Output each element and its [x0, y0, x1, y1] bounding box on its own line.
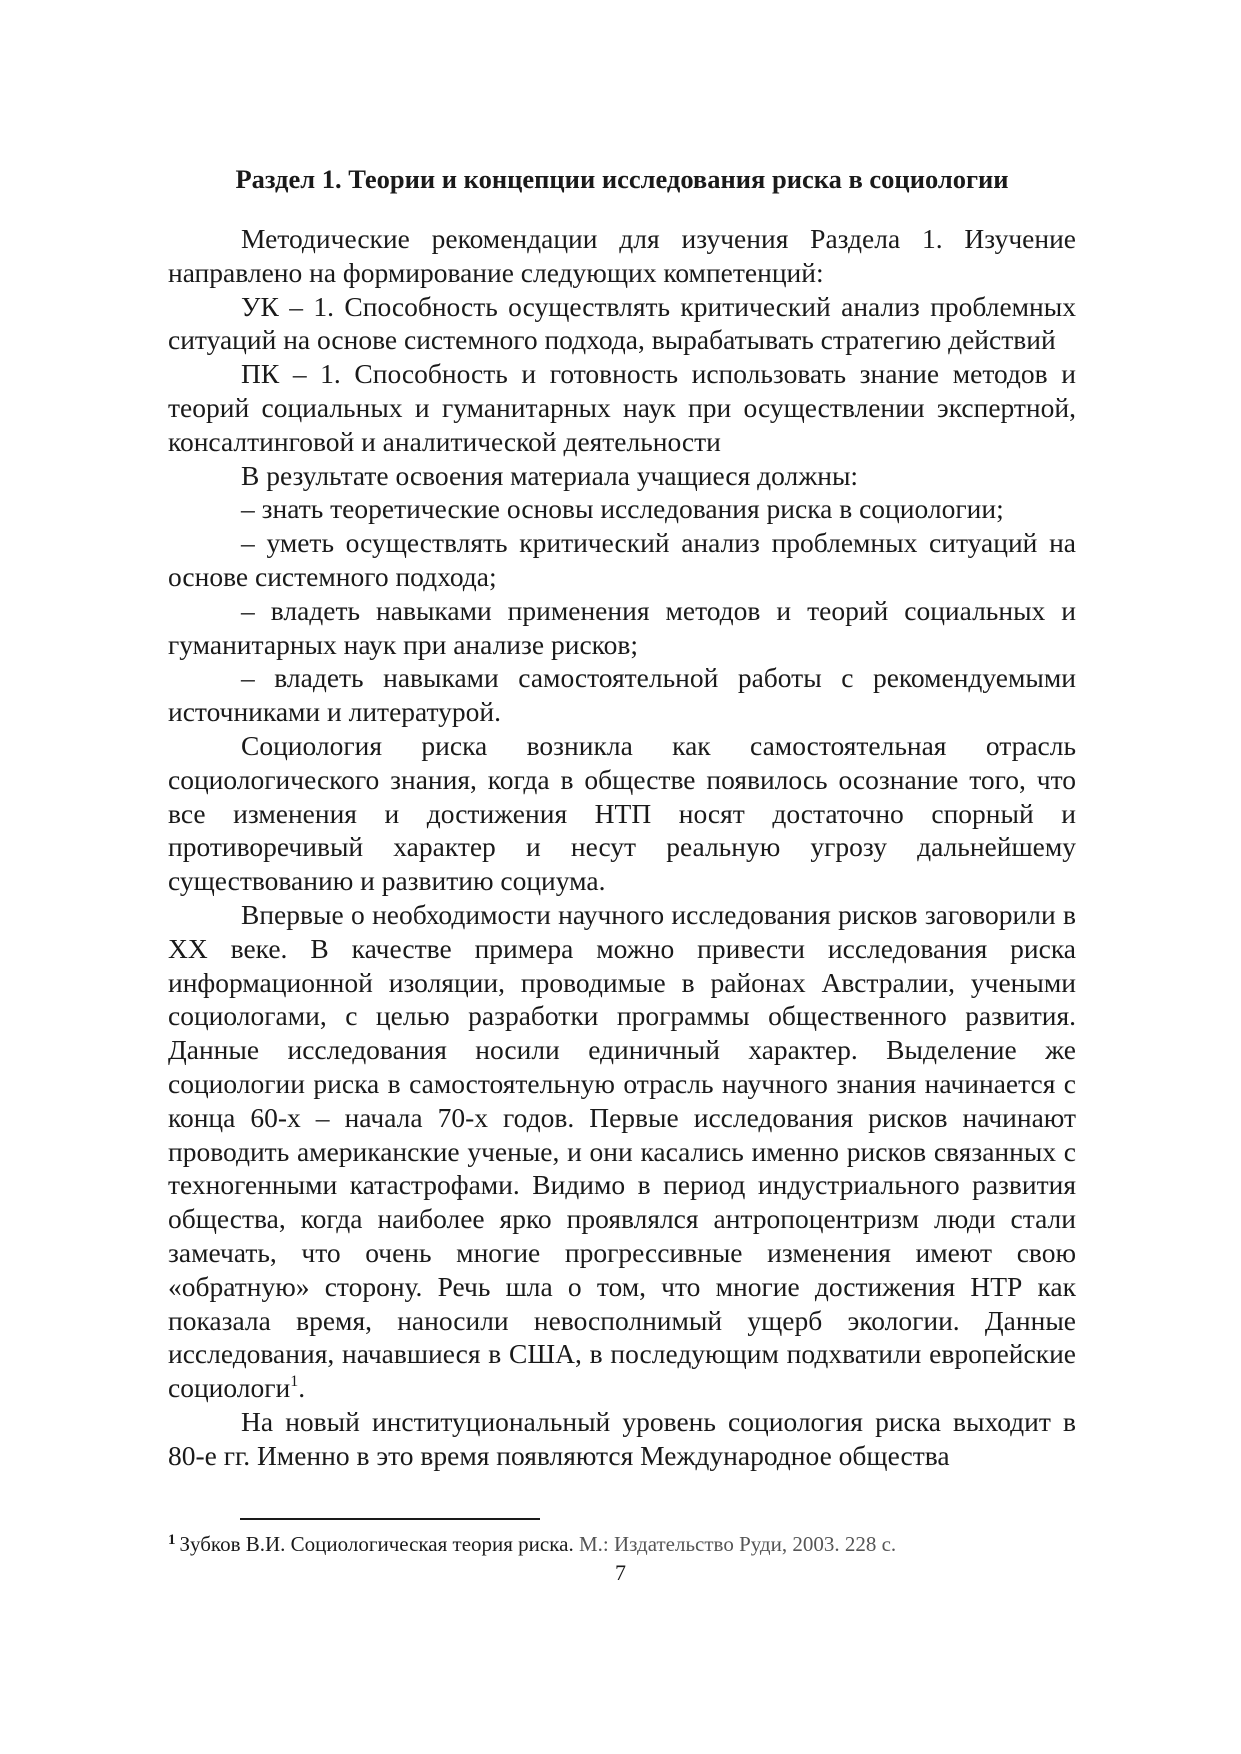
footnote-text: Зубков В.И. Социологическая теория риска. [179, 1532, 574, 1556]
first-research-text: Впервые о необходимости научного исследования рисков заговорили в XX веке. В качестве примера можно привести исследования риска информационной изоляции, проводимые в районах Австралии, учеными социологами, с целью разработки программы общественного развития. Данные исследования носили единичный характер. Выделение же социологии риска в самостоятельную отрасль научного знания начинается с конца 60-х – начала 70-х годов. Первые исследования рисков начинают проводить американские ученые, и они касались именно рисков связанных с техногенными катастрофами. Видимо в период индустриального развития общества, когда наиболее ярко проявлялся антропоцентризм люди стали замечать, что очень многие прогрессивные изменения имеют свою «обратную» сторону. Речь шла о том, что многие достижения НТР как показала время, наносили невосполнимый ущерб экологии. Данные исследования, начавшиеся в США, в последующим подхватили европейские социологи [168, 898, 1076, 1404]
footnote [168, 1530, 1076, 1558]
paragraph-method-recommendations: Методические рекомендации для изучения Раздела 1. Изучение направлено на формирование следующих компетенций: [168, 223, 1076, 288]
footnote-separator [240, 1518, 540, 1520]
paragraph-learning-outcomes: В результате освоения материала учащиеся должны: [241, 459, 859, 491]
paragraph-risk-sociology-origin: Социология риска возникла как самостоятельная отрасль социологического знания, когда в обществе появилось осознание того, что все изменения и достижения НТП носят достаточно спорный и противоречивый характер и несут реальную угрозу дальнейшему существованию и развитию социума. [168, 729, 1076, 897]
first-research-tail: . [298, 1372, 306, 1404]
paragraph-institutional-level: На новый институциональный уровень социология риска выходит в 80-е гг. Именно в это время появляются Международное общества [168, 1405, 1076, 1471]
paragraph-uk-1: УК – 1. Способность осуществлять критический анализ проблемных ситуаций на основе системного подхода, вырабатывать стратегию действий [168, 290, 1076, 356]
list-item-know: – знать теоретические основы исследования риска в социологии; [241, 493, 1004, 525]
list-item-be-able: – уметь осуществлять критический анализ проблемных ситуаций на основе системного подхода; [168, 527, 1076, 592]
footnote-reference[interactable]: 1 [290, 1373, 299, 1391]
body-text [168, 222, 1076, 1472]
footnote-mark: 1 [168, 1532, 176, 1548]
section-heading: Раздел 1. Теории и концепции исследования риска в социологии [235, 164, 1009, 194]
page-number: 7 [615, 1560, 626, 1585]
paragraph-first-research [168, 898, 1076, 1405]
footnote-publisher: М.: Издательство Руди, 2003. 228 с. [578, 1532, 897, 1556]
page-content [168, 150, 1076, 1472]
list-item-master-self-study: – владеть навыками самостоятельной работы с рекомендуемыми источниками и литературой. [168, 662, 1076, 728]
list-item-master-methods: – владеть навыками применения методов и теорий социальных и гуманитарных наук при анализе рисков; [168, 594, 1076, 660]
paragraph-pk-1: ПК – 1. Способность и готовность использовать знание методов и теорий социальных и гуманитарных наук при осуществлении экспертной, консалтинговой и аналитической деятельности [168, 358, 1076, 457]
